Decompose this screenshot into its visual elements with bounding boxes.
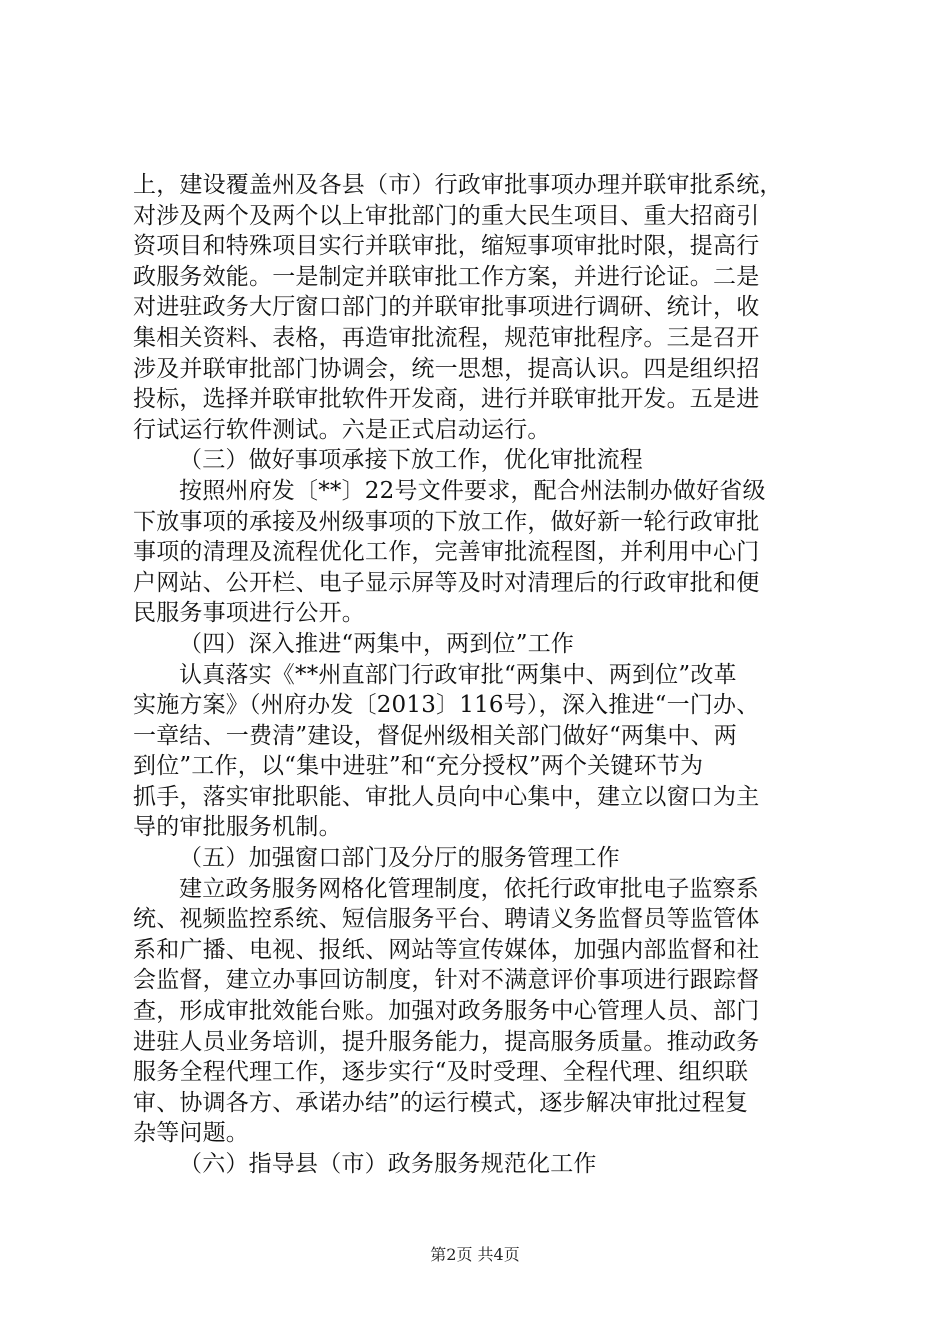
- paragraph-line: 对进驻政务大厅窗口部门的并联审批事项进行调研、统计，收: [133, 294, 760, 321]
- heading-text: （四）深入推进“两集中，两到位”工作: [179, 630, 575, 657]
- paragraph-line: 实施方案》（州府办发〔2013〕116号），深入推进“一门办、: [133, 692, 760, 719]
- heading-text: （三）做好事项承接下放工作，优化审批流程: [179, 447, 643, 474]
- paragraph-line: 按照州府发〔**〕22号文件要求，配合州法制办做好省级: [179, 477, 766, 504]
- paragraph-line: 户网站、公开栏、电子显示屏等及时对清理后的行政审批和便: [133, 569, 760, 596]
- paragraph-line: 民服务事项进行公开。: [133, 600, 365, 627]
- body-paragraph: [133, 170, 823, 445]
- paragraph-line: 下放事项的承接及州级事项的下放工作，做好新一轮行政审批: [133, 508, 760, 535]
- section-heading: [133, 1149, 823, 1180]
- paragraph-line: 审、协调各方、承诺办结”的运行模式，逐步解决审批过程复: [133, 1089, 749, 1116]
- body-paragraph: [133, 476, 823, 629]
- paragraph-line: 建立政务服务网格化管理制度，依托行政审批电子监察系: [179, 875, 759, 902]
- paragraph-line: 对涉及两个及两个以上审批部门的重大民生项目、重大招商引: [133, 202, 760, 229]
- paragraph-line: 查，形成审批效能台账。加强对政务服务中心管理人员、部门: [133, 998, 760, 1025]
- paragraph-line: 投标，选择并联审批软件开发商，进行并联审批开发。五是进: [133, 386, 760, 413]
- paragraph-line: 政服务效能。一是制定并联审批工作方案，并进行论证。二是: [133, 263, 760, 290]
- paragraph-line: 行试运行软件测试。六是正式启动运行。: [133, 416, 551, 443]
- paragraph-line: 一章结、一费清”建设，督促州级相关部门做好“两集中、两: [133, 722, 737, 749]
- body-paragraph: [133, 874, 823, 1149]
- paragraph-line: 资项目和特殊项目实行并联审批，缩短事项审批时限，提高行: [133, 233, 760, 260]
- paragraph-line: 导的审批服务机制。: [133, 814, 342, 841]
- document-body: [133, 170, 823, 1180]
- paragraph-line: 杂等问题。: [133, 1120, 249, 1147]
- heading-text: （六）指导县（市）政务服务规范化工作: [179, 1151, 597, 1177]
- paragraph-line: 集相关资料、表格，再造审批流程，规范审批程序。三是召开: [133, 324, 760, 351]
- paragraph-line: 涉及并联审批部门协调会，统一思想，提高认识。四是组织招: [133, 355, 760, 382]
- paragraph-line: 到位”工作，以“集中进驻”和“充分授权”两个关键环节为: [133, 753, 704, 780]
- paragraph-line: 会监督，建立办事回访制度，针对不满意评价事项进行跟踪督: [133, 967, 760, 994]
- paragraph-line: 上，建设覆盖州及各县（市）行政审批事项办理并联审批系统，: [133, 172, 783, 198]
- paragraph-line: 认真落实《**州直部门行政审批“两集中、两到位”改革: [179, 661, 737, 688]
- paragraph-line: 系和广播、电视、报纸、网站等宣传媒体，加强内部监督和社: [133, 936, 760, 963]
- paragraph-line: 统、视频监控系统、短信服务平台、聘请义务监督员等监管体: [133, 906, 760, 933]
- paragraph-line: 事项的清理及流程优化工作，完善审批流程图，并利用中心门: [133, 539, 760, 566]
- paragraph-line: 进驻人员业务培训，提升服务能力，提高服务质量。推动政务: [133, 1028, 760, 1055]
- paragraph-line: 服务全程代理工作，逐步实行“及时受理、全程代理、组织联: [133, 1059, 749, 1086]
- section-heading: [133, 629, 823, 660]
- page-footer: 第2页 共4页: [430, 1245, 520, 1264]
- heading-text: （五）加强窗口部门及分厅的服务管理工作: [179, 845, 620, 872]
- paragraph-line: 抓手，落实审批职能、审批人员向中心集中，建立以窗口为主: [133, 783, 760, 810]
- section-heading: [133, 843, 823, 874]
- body-paragraph: [133, 660, 823, 844]
- section-heading: [133, 445, 823, 476]
